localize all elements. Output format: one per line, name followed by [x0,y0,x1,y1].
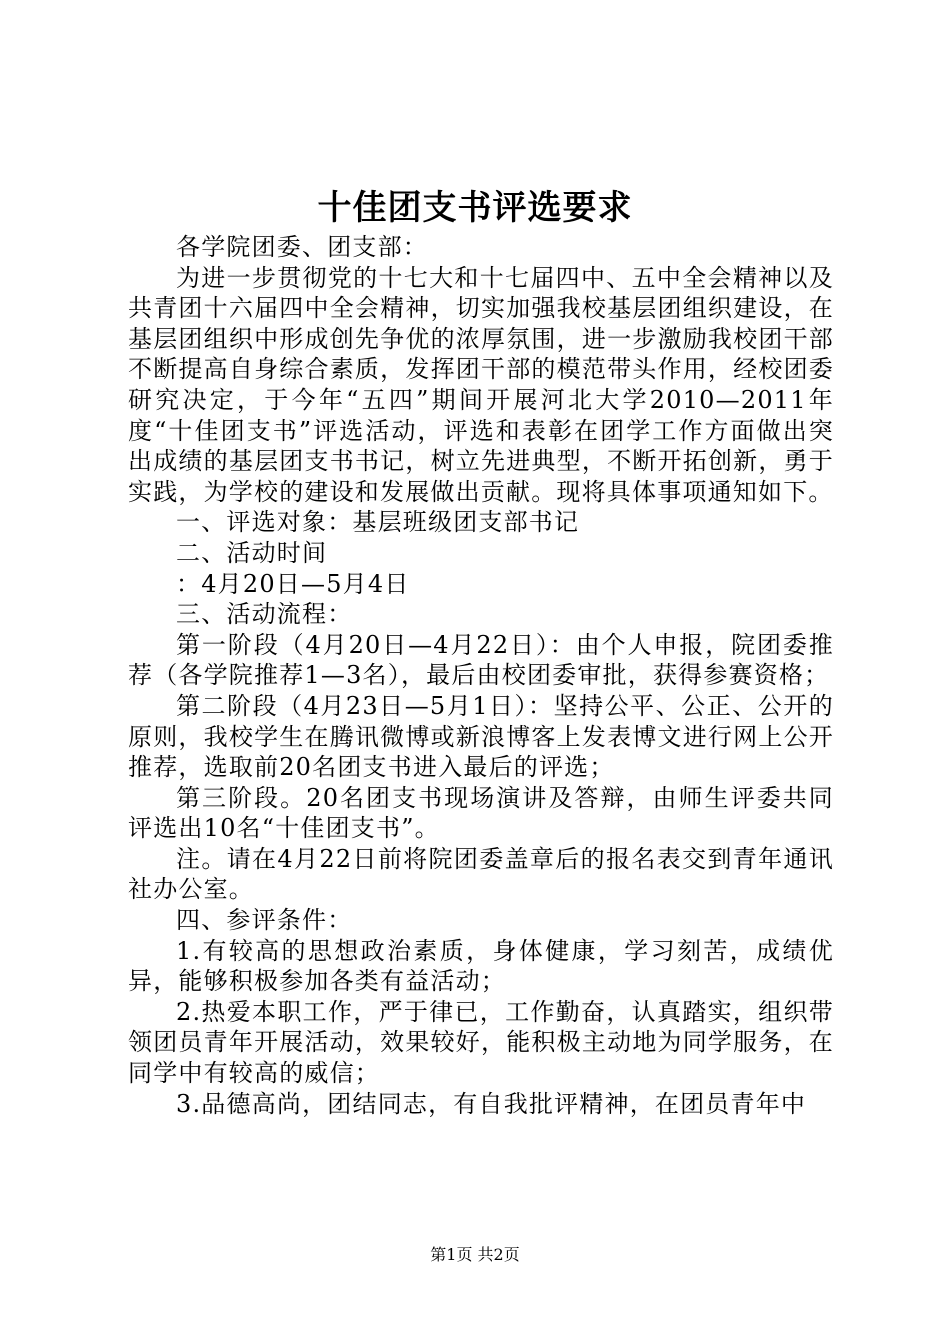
section-4-heading: 四、参评条件： [176,906,353,935]
salutation: 各学院团委、团支部： [176,233,428,261]
document-title: 十佳团支书评选要求 [317,188,633,228]
section-2-heading: 二、活动时间 [176,538,328,567]
condition-3: 3.品德高尚，团结同志，有自我批评精神，在团员青年中 [176,1089,807,1118]
stage-2-paragraph: 第二阶段（4月23日—5月1日）：坚持公平、公正、公开的原则，我校学生在腾讯微博或新浪博客上发表博文进行网上公开推荐，选取前20名团支书进入最后的评选； [128,691,834,782]
section-1-target: 一、评选对象：基层班级团支部书记 [176,508,580,537]
section-3-heading: 三、活动流程： [176,600,353,629]
intro-paragraph: 为进一步贯彻党的十七大和十七届四中、五中全会精神以及共青团十六届四中全会精神，切实加强我校基层团组织建设，在基层团组织中形成创先争优的浓厚氛围，进一步激励我校团干部不断提高自身综合素质，发挥团干部的模范带头作用，经校团委研究决定，于今年“五四”期间开展河北大学2010—2011年度“十佳团支书”评选活动，评选和表彰在团学工作方面做出突出成绩的基层团支书书记，树立先进典型，不断开拓创新，勇于实践，为学校的建设和发展做出贡献。现将具体事项通知如下。 [128,263,834,506]
stage-1-paragraph: 第一阶段（4月20日—4月22日）：由个人申报，院团委推荐（各学院推荐1—3名），最后由校团委审批，获得参赛资格； [128,630,834,690]
stage-3-paragraph: 第三阶段。20名团支书现场演讲及答辩，由师生评委共同评选出10名“十佳团支书”。 [128,783,834,843]
note-paragraph: 注。请在4月22日前将院团委盖章后的报名表交到青年通讯社办公室。 [128,844,834,904]
section-2-dates: ：4月20日—5月4日 [176,569,410,598]
condition-1: 1.有较高的思想政治素质，身体健康，学习刻苦，成绩优异，能够积极参加各类有益活动； [128,936,834,996]
page-footer: 第1页 共2页 [430,1245,520,1264]
document-body [128,232,834,1119]
condition-2: 2.热爱本职工作，严于律已，工作勤奋，认真踏实，组织带领团员青年开展活动，效果较好，能积极主动地为同学服务，在同学中有较高的威信； [128,997,834,1088]
